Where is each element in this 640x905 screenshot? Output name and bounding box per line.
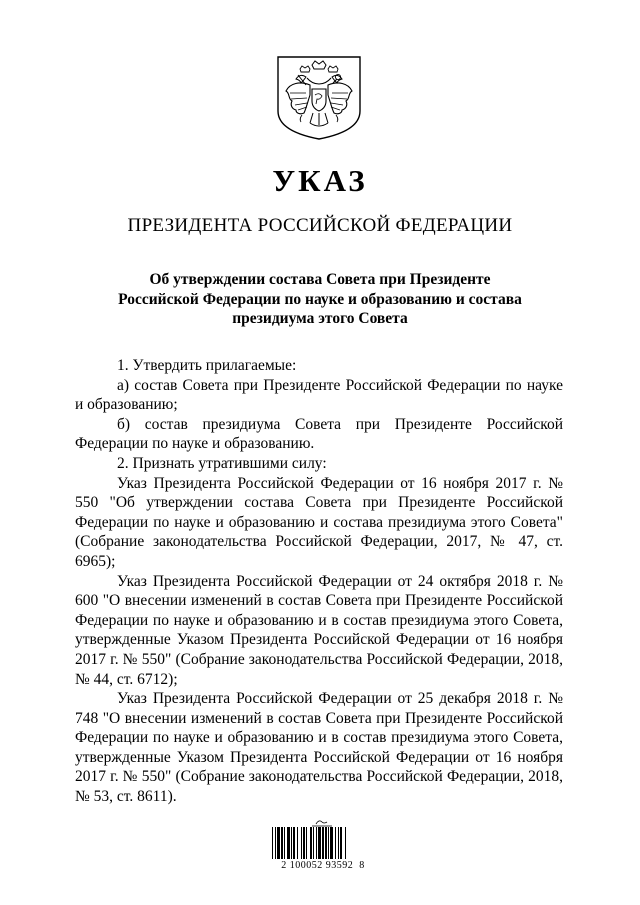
body-paragraph: Указ Президента Российской Федерации от 24 октября 2018 г. № 600 "О внесении изменений в состав Совета при Президенте Российской Федерации по науке и образованию и в состав президиума этого Совета, утвержденные Указом Президента Российской Федерации от 16 ноября 2017 г. № 550" (Собрание законодательства Российской Федерации, 2018, № 44, ст. 6712); bbox=[75, 572, 563, 688]
body-paragraph: Указ Президента Российской Федерации от 25 декабря 2018 г. № 748 "О внесении изменений в состав Совета при Президенте Российской Федерации по науке и образованию и в состав президиума этого Совета, утвержденные Указом Президента Российской Федерации от 16 ноября 2017 г. № 550" (Собрание законодательства Российской Федерации, 2018, № 53, ст. 8611). bbox=[75, 690, 563, 806]
document-type: УКАЗ bbox=[272, 163, 368, 198]
title-line: Российской Федерации по науке и образованию и состава bbox=[118, 290, 522, 308]
title-line: Об утверждении состава Совета при Президенте bbox=[149, 271, 491, 288]
coat-of-arms-icon bbox=[276, 55, 362, 141]
title-line: президиума этого Совета bbox=[232, 310, 408, 327]
document-authority: ПРЕЗИДЕНТА РОССИЙСКОЙ ФЕДЕРАЦИИ bbox=[127, 215, 513, 236]
body-paragraph: б) состав президиума Совета при Президенте Российской Федерации по науке и образованию. bbox=[75, 415, 563, 453]
document-title bbox=[80, 270, 560, 329]
body-paragraph: а) состав Совета при Президенте Российской Федерации по науке и образованию; bbox=[75, 376, 563, 414]
document-body bbox=[75, 356, 563, 807]
body-paragraph: Указ Президента Российской Федерации от 16 ноября 2017 г. № 550 "Об утверждении состава Совета при Президенте Российской Федерации по науке и образованию и состава президиума этого Совета" (Собрание законодательства Российской Федерации, 2017, № 47, ст. 6965); bbox=[75, 474, 563, 570]
body-paragraph: 2. Признать утратившими силу: bbox=[117, 454, 327, 472]
barcode-number: 2 100052 93592 8 bbox=[281, 860, 365, 871]
body-paragraph: 1. Утвердить прилагаемые: bbox=[117, 357, 297, 374]
